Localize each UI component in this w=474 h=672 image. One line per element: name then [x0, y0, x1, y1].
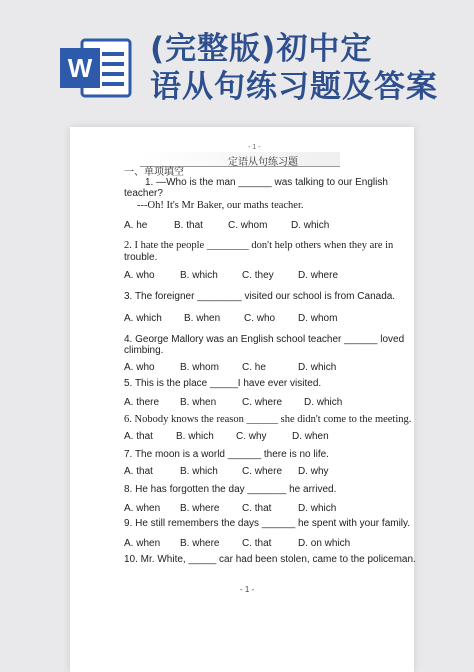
banner-title-line2: 语从句练习题及答案: [150, 69, 438, 105]
question-9-option-c: C. that: [242, 538, 272, 549]
question-2-line-1: 2. I hate the people ________ don't help others when they are in: [124, 240, 394, 251]
question-2-option-a: A. who: [124, 270, 155, 281]
question-1-line-3: ---Oh! It's Mr Baker, our maths teacher.: [137, 200, 304, 211]
question-8-option-c: C. that: [242, 503, 272, 514]
header-mark: - 1 -: [248, 144, 261, 151]
question-3-option-c: C. who: [244, 313, 276, 324]
question-2-option-d: D. where: [298, 270, 339, 281]
question-5-option-a: A. there: [124, 397, 160, 408]
question-9-line-1: 9. He still remembers the days ______ he spent with your family.: [124, 518, 411, 529]
question-4-option-c: C. he: [242, 362, 266, 373]
svg-text:W: W: [67, 53, 93, 83]
question-4-line-2: climbing.: [124, 345, 164, 356]
question-9-option-d: D. on which: [298, 538, 351, 549]
question-7-option-c: C. where: [242, 466, 283, 477]
question-8-option-d: D. which: [298, 503, 337, 514]
question-6-line-1: 6. Nobody knows the reason ______ she didn't come to the meeting.: [124, 414, 412, 425]
question-8-line-1: 8. He has forgotten the day _______ he arrived.: [124, 484, 337, 495]
question-1-line-1: 1. —Who is the man ______ was talking to our English: [145, 177, 388, 188]
question-2-line-2: trouble.: [124, 252, 158, 263]
word-document-icon: [60, 38, 132, 98]
question-7-option-b: B. which: [180, 466, 218, 477]
question-4-option-d: D. which: [298, 362, 337, 373]
question-8-option-b: B. where: [180, 503, 220, 514]
question-1-option-b: B. that: [174, 220, 203, 231]
question-3-option-d: D. whom: [298, 313, 338, 324]
page-number: - 1 -: [240, 585, 255, 594]
question-2-option-c: C. they: [242, 270, 274, 281]
question-8-option-a: A. when: [124, 503, 161, 514]
question-6-option-a: A. that: [124, 431, 153, 442]
question-7-option-d: D. why: [298, 466, 329, 477]
banner-title: [150, 30, 468, 106]
question-4-line-1: 4. George Mallory was an English school teacher ______ loved: [124, 334, 405, 345]
question-3-option-a: A. which: [124, 313, 162, 324]
question-1-option-c: C. whom: [228, 220, 268, 231]
document-header-title: 定语从句练习题: [228, 157, 298, 168]
question-1-line-2: teacher?: [124, 188, 163, 199]
question-6-option-d: D. when: [292, 431, 329, 442]
question-5-option-b: B. when: [180, 397, 217, 408]
question-5-option-c: C. where: [242, 397, 283, 408]
section-title: 一、单项填空: [124, 167, 184, 178]
question-9-option-b: B. where: [180, 538, 220, 549]
question-6-option-c: C. why: [236, 431, 267, 442]
question-6-option-b: B. which: [176, 431, 214, 442]
question-2-option-b: B. which: [180, 270, 218, 281]
banner-title-line1: (完整版)初中定: [150, 31, 373, 67]
question-4-option-a: A. who: [124, 362, 155, 373]
question-7-option-a: A. that: [124, 466, 153, 477]
question-5-line-1: 5. This is the place _____I have ever visited.: [124, 378, 322, 389]
question-9-option-a: A. when: [124, 538, 161, 549]
question-5-option-d: D. which: [304, 397, 343, 408]
question-4-option-b: B. whom: [180, 362, 219, 373]
question-1-option-d: D. which: [291, 220, 330, 231]
banner: [0, 0, 474, 115]
question-7-line-1: 7. The moon is a world ______ there is no life.: [124, 449, 329, 460]
question-3-option-b: B. when: [184, 313, 221, 324]
question-10-line-1: 10. Mr. White, _____ car had been stolen, came to the policeman.: [124, 554, 416, 565]
question-3-line-1: 3. The foreigner ________ visited our school is from Canada.: [124, 291, 396, 302]
question-1-option-a: A. he: [124, 220, 148, 231]
